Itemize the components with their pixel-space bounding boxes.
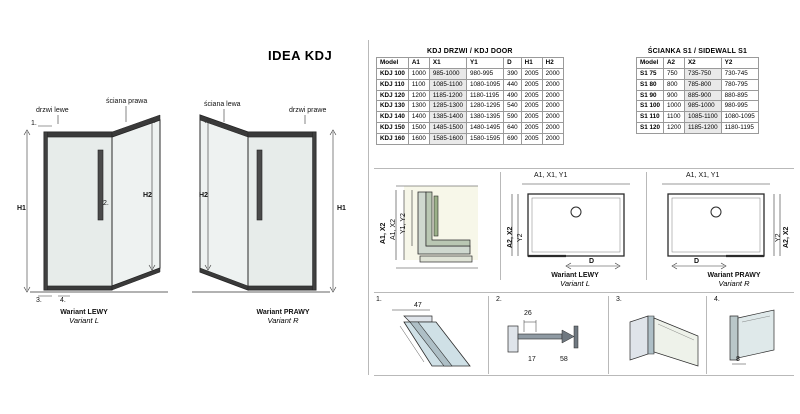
detail-4 (712, 296, 798, 374)
sidewall-table (636, 57, 759, 134)
variant-right-pl: Wariant PRAWY (256, 309, 310, 316)
door-col-model: Model (377, 58, 409, 69)
dim-y2-left: Y2 (517, 233, 524, 242)
label-door-right: drzwi prawe (289, 107, 327, 114)
door-col-x1: X1 (429, 58, 466, 69)
plan-view-right (652, 172, 792, 292)
corner-section-detail (374, 172, 494, 292)
dim-h1-left: H1 (17, 205, 26, 212)
detail-2-value-17: 17 (528, 356, 536, 363)
door-col-h1: H1 (521, 58, 542, 69)
table-row: KDJ 150 1500 1485-1500 1480-1495 640 2005 2000 (377, 123, 564, 134)
dim-d-left: D (589, 258, 595, 265)
variant-right-caption (218, 309, 348, 325)
table-row: S1 110 1100 1085-1100 1080-1095 (637, 112, 759, 123)
door-table-block (376, 48, 564, 145)
divider-plan-left (500, 172, 501, 280)
divider-above-details (374, 292, 794, 293)
plan-view-left (506, 172, 640, 292)
detail-4-linework (712, 296, 798, 374)
callout-3-left: 3. (36, 297, 42, 304)
detail-3-number: 3. (616, 296, 622, 303)
page-title: IDEA KDJ (268, 48, 333, 63)
variant-left-pl: Wariant LEWY (60, 309, 108, 316)
detail-1-number: 1. (376, 296, 382, 303)
plan-left-caption (520, 272, 630, 288)
dim-a1x2-label: A1, X2 (380, 222, 387, 244)
table-row: KDJ 100 1000 985-1000 980-995 390 2005 2000 (377, 68, 564, 79)
dim-a2x2-right: A2, X2 (783, 226, 790, 248)
table-row: KDJ 120 1200 1185-1200 1180-1195 490 2005 2000 (377, 90, 564, 101)
sidewall-table-block (636, 48, 759, 134)
detail-1 (374, 296, 486, 374)
sw-col-model: Model (637, 58, 664, 69)
sidewall-table-header-row (637, 58, 759, 69)
dim-y2-right: Y2 (775, 233, 782, 242)
variant-left-en: Variant L (69, 316, 99, 325)
variant-right-en: Variant R (267, 316, 299, 325)
dim-h1-right: H1 (337, 205, 346, 212)
elevation-views (0, 0, 360, 414)
door-col-a1: A1 (408, 58, 429, 69)
plan-left-variant-pl: Wariant LEWY (551, 272, 599, 279)
detail-3-linework (614, 296, 704, 374)
table-row: S1 120 1200 1185-1200 1180-1195 (637, 123, 759, 134)
door-col-y1: Y1 (467, 58, 504, 69)
dim-h2-left: H2 (143, 192, 152, 199)
divider-detail-3-4 (706, 296, 707, 374)
dim-y1y2-label: Y1, Y2 (400, 213, 407, 234)
table-row: S1 75 750 735-750 730-745 (637, 68, 759, 79)
detail-2 (494, 296, 606, 374)
table-row: KDJ 160 1600 1585-1600 1580-1595 690 2005 2000 (377, 134, 564, 145)
divider-bottom (374, 375, 794, 376)
plan-left-variant-en: Variant L (560, 279, 590, 288)
sidewall-table-caption: ŚCIANKA S1 / SIDEWALL S1 (647, 48, 748, 55)
divider-vertical-main (368, 40, 369, 375)
sw-col-y2: Y2 (721, 58, 758, 69)
variant-left-caption (24, 309, 144, 325)
table-row: KDJ 130 1300 1285-1300 1280-1295 540 2005 2000 (377, 101, 564, 112)
plan-right-variant-en: Variant R (718, 279, 750, 288)
table-row: S1 100 1000 985-1000 980-995 (637, 101, 759, 112)
detail-4-number: 4. (714, 296, 720, 303)
plan-left-top-dims: A1, X1, Y1 (534, 172, 568, 179)
door-table (376, 57, 564, 145)
plan-right-variant-pl: Wariant PRAWY (707, 272, 761, 279)
door-table-header-row (377, 58, 564, 69)
detail-2-number: 2. (496, 296, 502, 303)
detail-3 (614, 296, 704, 374)
label-wall-left: ściana lewa (204, 101, 241, 108)
door-col-h2: H2 (542, 58, 563, 69)
divider-detail-2-3 (608, 296, 609, 374)
door-table-caption: KDJ DRZWI / KDJ DOOR (427, 48, 513, 55)
plan-right-top-dims: A1, X1, Y1 (686, 172, 720, 179)
detail-2-value-58: 58 (560, 356, 568, 363)
callout-1-left: 1. (31, 120, 37, 127)
callout-2-left: 2. (103, 200, 109, 207)
dim-d-right: D (694, 258, 700, 265)
plan-right-caption (678, 272, 790, 288)
dim-x1x2-label: A1, X2 (390, 218, 397, 240)
detail-1-value-47: 47 (414, 302, 422, 309)
dim-h2-right: H2 (199, 192, 208, 199)
label-door-left: drzwi lewe (36, 107, 69, 114)
divider-under-tables (374, 168, 794, 169)
divider-detail-1-2 (488, 296, 489, 374)
table-row: S1 90 900 885-900 880-895 (637, 90, 759, 101)
table-row: KDJ 140 1400 1385-1400 1380-1395 590 2005 2000 (377, 112, 564, 123)
divider-plan-right (646, 172, 647, 280)
dim-a2x2-left: A2, X2 (507, 226, 514, 248)
callout-4-left: 4. (60, 297, 66, 304)
door-col-d: D (504, 58, 522, 69)
sw-col-a2: A2 (663, 58, 684, 69)
table-row: S1 80 800 785-800 780-795 (637, 79, 759, 90)
elevation-linework (0, 0, 360, 414)
detail-2-value-26: 26 (524, 310, 532, 317)
detail-4-value-8: 8 (736, 356, 740, 363)
label-wall-right: ściana prawa (106, 98, 148, 105)
table-row: KDJ 110 1100 1085-1100 1080-1095 440 2005 2000 (377, 79, 564, 90)
detail-1-linework (374, 296, 486, 374)
sw-col-x2: X2 (684, 58, 721, 69)
detail-2-linework (494, 296, 606, 374)
